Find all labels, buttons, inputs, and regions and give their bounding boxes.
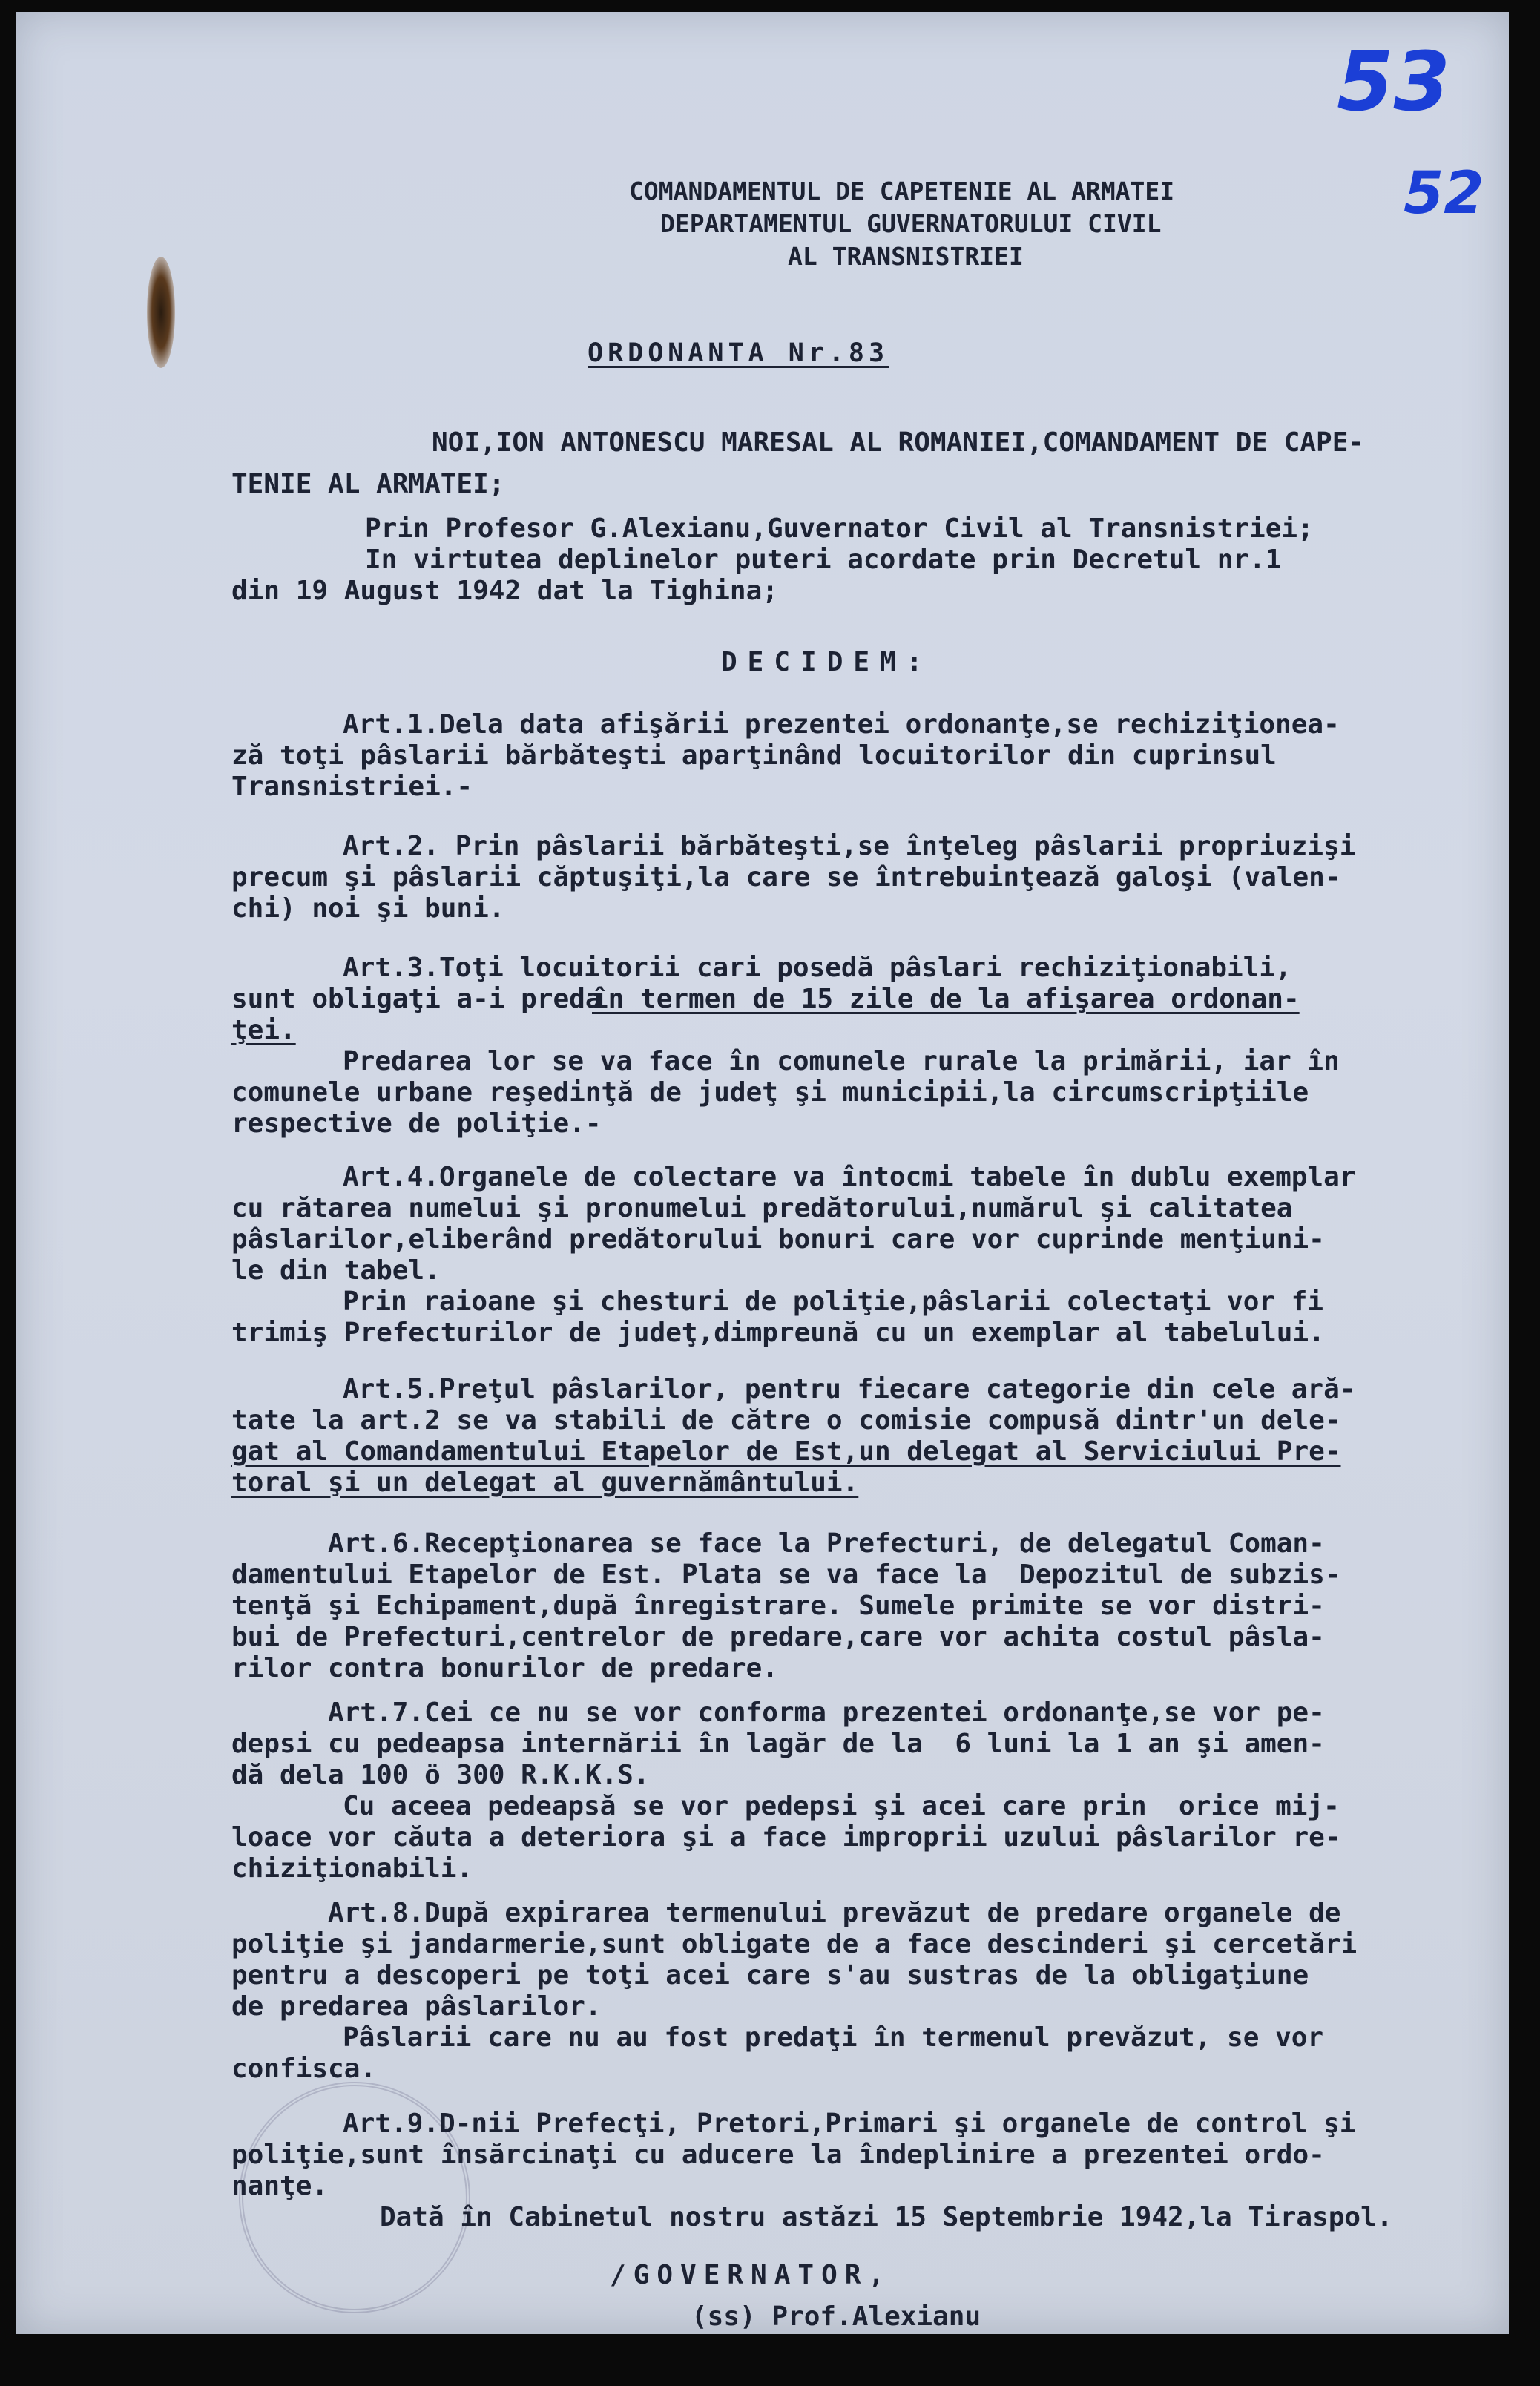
article-line: loace vor căuta a deteriora şi a face improprii uzului pâslarilor re- bbox=[231, 1822, 1341, 1853]
article-line: Art.5.Preţul pâslarilor, pentru fiecare categorie din cele ară- bbox=[343, 1374, 1356, 1404]
article-line: chi) noi şi buni. bbox=[231, 893, 505, 924]
article-line: nanţe. bbox=[231, 2171, 329, 2201]
signature-name: (ss) Prof.Alexianu bbox=[691, 2301, 981, 2332]
article-line: Art.4.Organele de colectare va întocmi tabele în dublu exemplar bbox=[343, 1162, 1356, 1192]
signature-role: /GOVERNATOR, bbox=[610, 2260, 892, 2290]
article-line: damentului Etapelor de Est. Plata se va face la Depozitul de subzis- bbox=[231, 1560, 1341, 1590]
article-line: Art.1.Dela data afişării prezentei ordonanţe,se rechiziţionea- bbox=[343, 709, 1340, 740]
article-line: Pâslarii care nu au fost predaţi în termenul prevăzut, se vor bbox=[343, 2022, 1324, 2053]
article-line: Prin raioane şi chesturi de poliţie,pâslarii colectaţi vor fi bbox=[343, 1286, 1324, 1317]
article-line: chiziţionabili. bbox=[231, 1853, 473, 1884]
preamble-line: Prin Profesor G.Alexianu,Guvernator Civil al Transnistriei; bbox=[365, 513, 1314, 544]
article-line: rilor contra bonurilor de predare. bbox=[231, 1653, 778, 1683]
article-line-underlined: toral şi un delegat al guvernământului. bbox=[231, 1468, 859, 1498]
article-line: de predarea pâslarilor. bbox=[231, 1991, 602, 2022]
article-line: Art.9.D-nii Prefecţi, Pretori,Primari şi organele de control şi bbox=[343, 2109, 1356, 2139]
article-line: bui de Prefecturi,centrelor de predare,care vor achita costul pâsla- bbox=[231, 1622, 1325, 1652]
preamble-line: din 19 August 1942 dat la Tighina; bbox=[231, 576, 778, 606]
article-line: Transnistriei.- bbox=[231, 772, 473, 802]
header-line-3: AL TRANSNISTRIEI bbox=[788, 242, 1024, 271]
preamble-line: TENIE AL ARMATEI; bbox=[231, 469, 505, 499]
article-line: Art.8.După expirarea termenului prevăzut de predare organele de bbox=[328, 1898, 1341, 1928]
ink-stain bbox=[147, 257, 175, 368]
article-line: pentru a descoperi pe toţi acei care s'au sustras de la obligaţiune bbox=[231, 1960, 1309, 1991]
article-line-underlined: în termen de 15 zile de la afişarea ordonan- bbox=[592, 984, 1300, 1014]
decidem-heading: DECIDEM: bbox=[721, 647, 933, 677]
article-line: precum şi pâslarii căptuşiţi,la care se întrebuinţează galoşi (valen- bbox=[231, 862, 1341, 893]
article-line: pâslarilor,eliberând predătorului bonuri care vor cuprinde menţiuni- bbox=[231, 1224, 1325, 1255]
article-line: Art.2. Prin pâslarii bărbăteşti,se înţeleg pâslarii propriuzişi bbox=[343, 831, 1356, 861]
article-line: Predarea lor se va face în comunele rurale la primării, iar în bbox=[343, 1046, 1340, 1077]
article-line: le din tabel. bbox=[231, 1255, 441, 1286]
article-line: ză toţi pâslarii bărbăteşti aparţinând locuitorilor din cuprinsul bbox=[231, 740, 1277, 771]
article-line: poliţie şi jandarmerie,sunt obligate de a face descinderi şi cercetări bbox=[231, 1929, 1358, 1959]
article-line: poliţie,sunt însărcinaţi cu aducere la îndeplinire a prezentei ordo- bbox=[231, 2140, 1325, 2170]
article-line: Art.6.Recepţionarea se face la Prefecturi, de delegatul Coman- bbox=[328, 1528, 1325, 1559]
article-line: confisca. bbox=[231, 2054, 377, 2084]
article-line: Cu aceea pedeapsă se vor pedepsi şi acei care prin orice mij- bbox=[343, 1791, 1340, 1821]
article-line: tenţă şi Echipament,după înregistrare. Sumele primite se vor distri- bbox=[231, 1591, 1325, 1621]
article-line: Art.7.Cei ce nu se vor conforma prezentei ordonanţe,se vor pe- bbox=[328, 1698, 1325, 1728]
document-page bbox=[16, 12, 1509, 2334]
article-line: sunt obligaţi a-i preda bbox=[231, 984, 602, 1014]
date-line: Dată în Cabinetul nostru astăzi 15 Septembrie 1942,la Tiraspol. bbox=[380, 2202, 1393, 2232]
article-line: trimiş Prefecturilor de judeţ,dimpreună cu un exemplar al tabelului. bbox=[231, 1318, 1325, 1348]
article-line-underlined: gat al Comandamentului Etapelor de Est,un delegat al Serviciului Pre- bbox=[231, 1436, 1341, 1467]
article-line: tate la art.2 se va stabili de către o comisie compusă dintr'un dele- bbox=[231, 1405, 1341, 1436]
article-line: respective de poliţie.- bbox=[231, 1108, 602, 1139]
preamble-line: In virtutea deplinelor puteri acordate prin Decretul nr.1 bbox=[365, 545, 1282, 575]
article-line: cu rătarea numelui şi pronumelui predătorului,numărul şi calitatea bbox=[231, 1193, 1293, 1223]
handwritten-page-number-2: 52 bbox=[1404, 160, 1484, 227]
handwritten-page-number: 53 bbox=[1337, 34, 1451, 129]
article-line: comunele urbane reşedinţă de judeţ şi municipii,la circumscripţiile bbox=[231, 1077, 1309, 1108]
article-line: Art.3.Toţi locuitorii cari posedă pâslari rechiziţionabili, bbox=[343, 953, 1291, 983]
header-line-2: DEPARTAMENTUL GUVERNATORULUI CIVIL bbox=[660, 209, 1162, 238]
article-line-underlined: ţei. bbox=[231, 1015, 296, 1045]
article-line: dă dela 100 ö 300 R.K.K.S. bbox=[231, 1760, 650, 1790]
page-title: ORDONANTA Nr.83 bbox=[588, 338, 889, 368]
article-line: depsi cu pedeapsa internării în lagăr de la 6 luni la 1 an şi amen- bbox=[231, 1729, 1325, 1759]
preamble-line: NOI,ION ANTONESCU MARESAL AL ROMANIEI,COMANDAMENT DE CAPE- bbox=[432, 427, 1365, 458]
header-line-1: COMANDAMENTUL DE CAPETENIE AL ARMATEI bbox=[629, 177, 1175, 206]
